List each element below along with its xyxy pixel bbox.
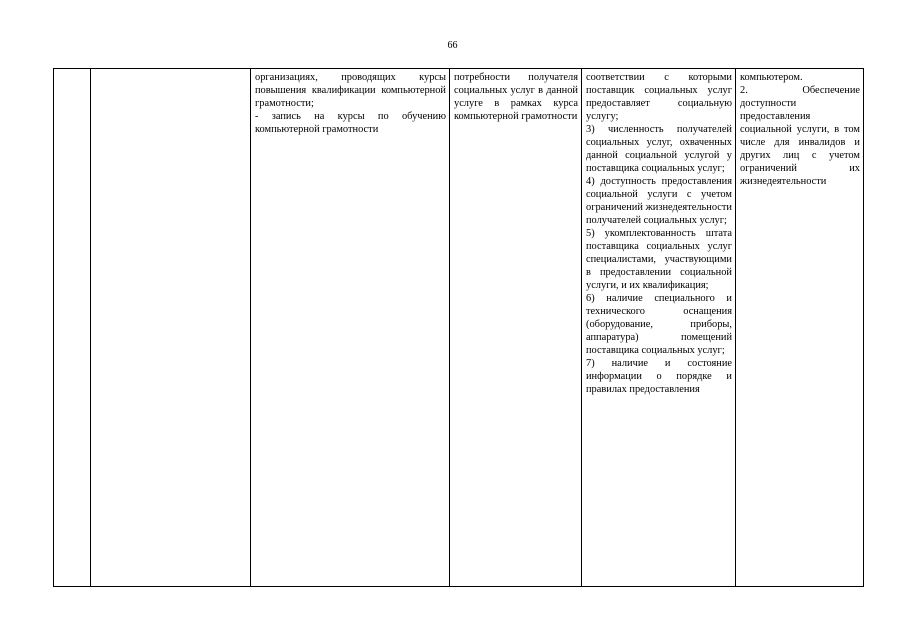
- document-table: [53, 68, 864, 587]
- paragraph: 2. Обеспечение доступности предоставления социальной услуги, в том числе для инвалидов и других лиц с учетом ограничений их жизнедеятельности: [740, 85, 860, 187]
- paragraph: - запись на курсы по обучению компьютерной грамотности: [255, 111, 446, 135]
- paragraph: 4) доступность предоставления социальной услуги с учетом ограничений жизнедеятельности получателей социальных услуг;: [586, 176, 732, 226]
- cell-service-name: [91, 69, 251, 587]
- cell-conditions: [736, 69, 864, 587]
- cell-quality-indicators: [582, 69, 736, 587]
- table-row: [54, 69, 864, 587]
- cell-provision-term: потребности получателя социальных услуг в данной услуге в рамках курса компьютерной грамотности: [450, 69, 582, 587]
- paragraph: 5) укомплектованность штата поставщика социальных услуг специалистами, участвующими в предоставлении социальной услуги, и их квалификация;: [586, 228, 732, 291]
- paragraph: компьютером.: [740, 72, 803, 83]
- paragraph: 7) наличие и состояние информации о порядке и правилах предоставления: [586, 358, 732, 395]
- cell-service-description: [251, 69, 450, 587]
- cell-number: [54, 69, 91, 587]
- paragraph: 6) наличие специального и технического оснащения (оборудование, приборы, аппаратура) помещений поставщика социальных услуг;: [586, 293, 732, 356]
- page-number: 66: [447, 40, 458, 51]
- paragraph: организациях, проводящих курсы повышения квалификации компьютерной грамотности;: [255, 72, 446, 109]
- paragraph: соответствии с которыми поставщик социальных услуг предоставляет социальную услугу;: [586, 72, 732, 122]
- paragraph: 3) численность получателей социальных услуг, охваченных данной социальной услугой у поставщика социальных услуг;: [586, 124, 732, 174]
